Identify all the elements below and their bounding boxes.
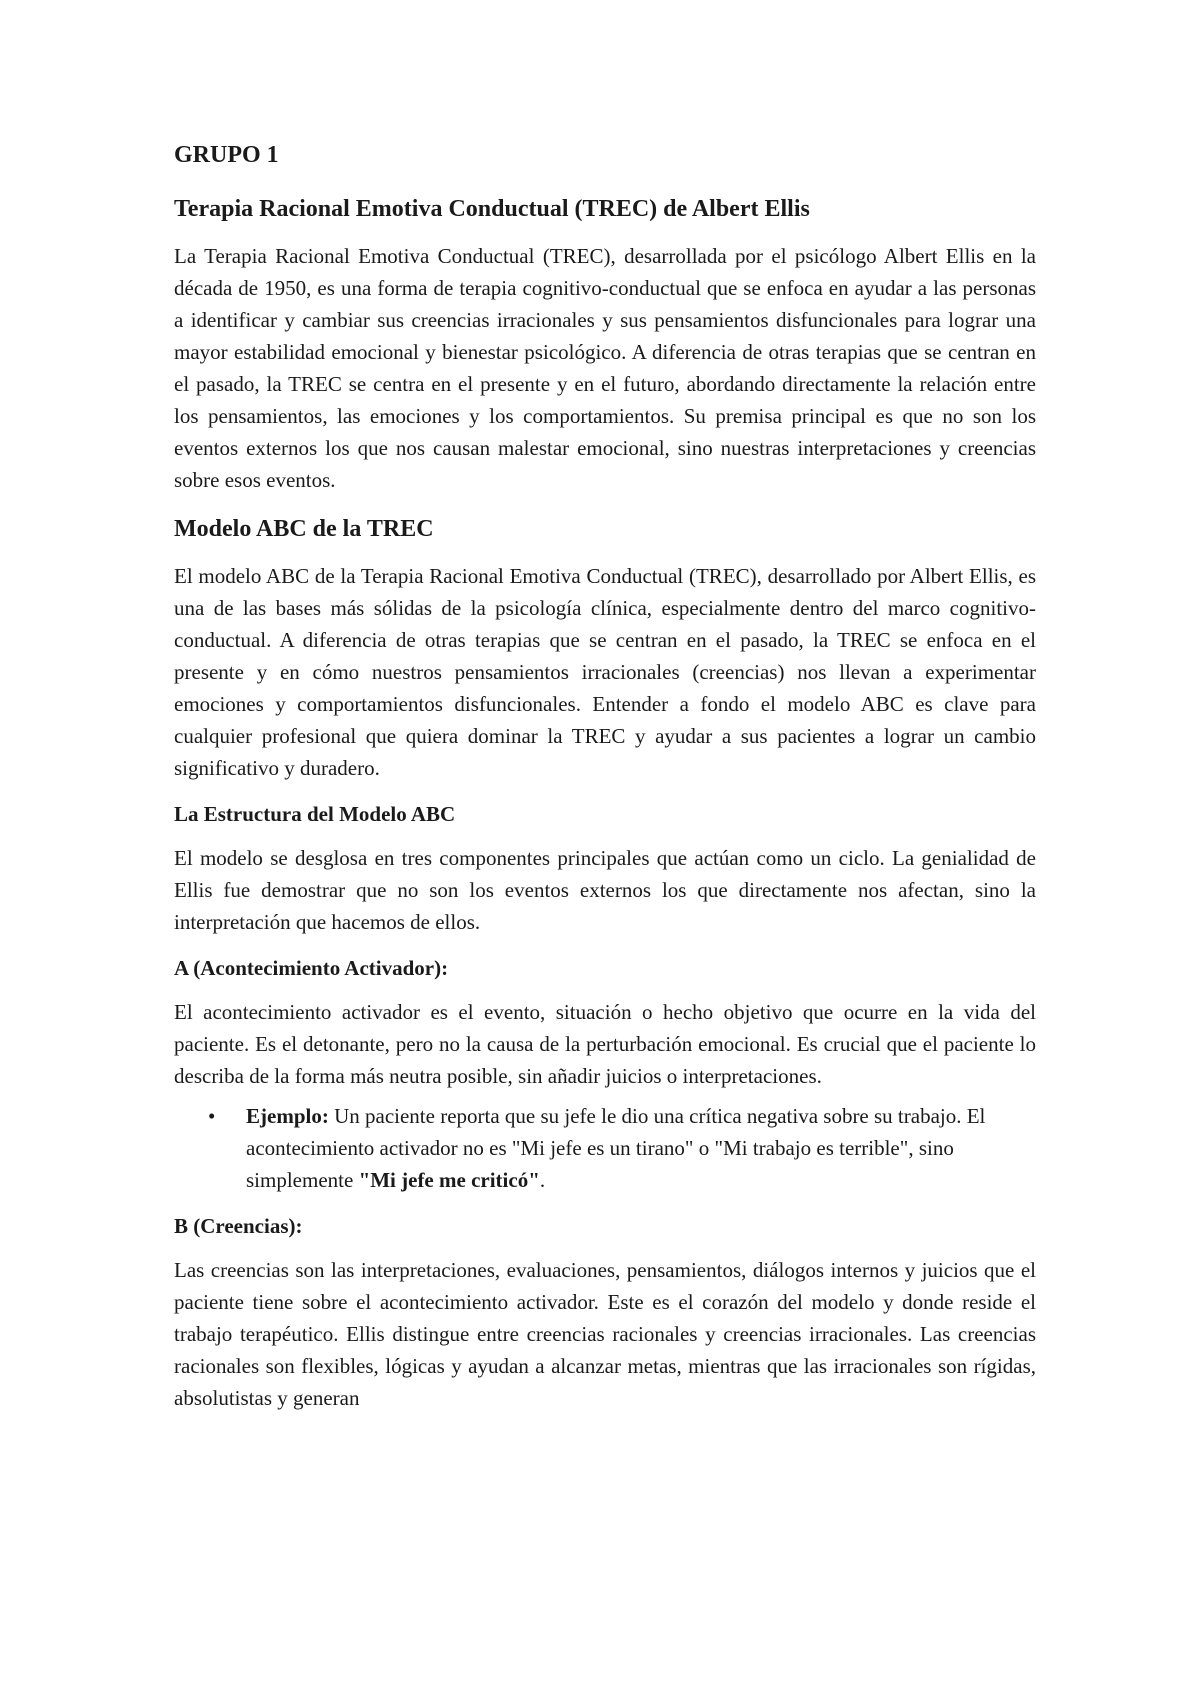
list-item <box>174 1100 1036 1196</box>
abc-model-heading: Modelo ABC de la TREC <box>174 516 434 542</box>
a-heading: A (Acontecimiento Activador): <box>174 956 449 980</box>
structure-paragraph: El modelo se desglosa en tres componentes principales que actúan como un ciclo. La genialidad de Ellis fue demostrar que no son los eventos externos los que directamente nos afectan, sino la interpretación que hacemos de ellos. <box>174 846 1036 934</box>
b-heading: B (Creencias): <box>174 1214 303 1238</box>
example-label: Ejemplo: <box>246 1104 329 1128</box>
abc-model-paragraph: El modelo ABC de la Terapia Racional Emotiva Conductual (TREC), desarrollado por Albert Ellis, es una de las bases más sólidas de la psicología clínica, especialmente dentro del marco cognitivo-conductual. A diferencia de otras terapias que se centran en el pasado, la TREC se enfoca en el presente y en cómo nuestros pensamientos irracionales (creencias) nos llevan a experimentar emociones y comportamientos disfuncionales. Entender a fondo el modelo ABC es clave para cualquier profesional que quiera dominar la TREC y ayudar a sus pacientes a lograr un cambio significativo y duradero. <box>174 564 1036 780</box>
b-paragraph: Las creencias son las interpretaciones, evaluaciones, pensamientos, diálogos internos y juicios que el paciente tiene sobre el acontecimiento activador. Este es el corazón del modelo y donde reside el trabajo terapéutico. Ellis distingue entre creencias racionales y creencias irracionales. Las creencias racionales son flexibles, lógicas y ayudan a alcanzar metas, mientras que las irracionales son rígidas, absolutistas y generan <box>174 1258 1036 1410</box>
bullet-icon: • <box>208 1104 216 1128</box>
group-label: GRUPO 1 <box>174 142 279 168</box>
document-page <box>174 140 1036 1422</box>
example-text: Un paciente reporta que su jefe le dio una crítica negativa sobre su trabajo. El acontecimiento activador no es "Mi jefe es un tirano" o "Mi trabajo es terrible", sino simplemente <box>246 1104 986 1192</box>
example-quote: "Mi jefe me criticó" <box>358 1168 540 1192</box>
intro-paragraph: La Terapia Racional Emotiva Conductual (TREC), desarrollada por el psicólogo Albert Ellis en la década de 1950, es una forma de terapia cognitivo-conductual que se enfoca en ayudar a las personas a identificar y cambiar sus creencias irracionales y sus pensamientos disfuncionales para lograr una mayor estabilidad emocional y bienestar psicológico. A diferencia de otras terapias que se centran en el pasado, la TREC se centra en el presente y en el futuro, abordando directamente la relación entre los pensamientos, las emociones y los comportamientos. Su premisa principal es que no son los eventos externos los que nos causan malestar emocional, sino nuestras interpretaciones y creencias sobre esos eventos. <box>174 244 1036 492</box>
document-title: Terapia Racional Emotiva Conductual (TREC) de Albert Ellis <box>174 196 810 222</box>
a-paragraph: El acontecimiento activador es el evento, situación o hecho objetivo que ocurre en la vida del paciente. Es el detonante, pero no la causa de la perturbación emocional. Es crucial que el paciente lo describa de la forma más neutra posible, sin añadir juicios o interpretaciones. <box>174 1000 1036 1088</box>
example-list <box>174 1100 1036 1196</box>
example-end: . <box>539 1168 546 1192</box>
structure-heading: La Estructura del Modelo ABC <box>174 802 456 826</box>
